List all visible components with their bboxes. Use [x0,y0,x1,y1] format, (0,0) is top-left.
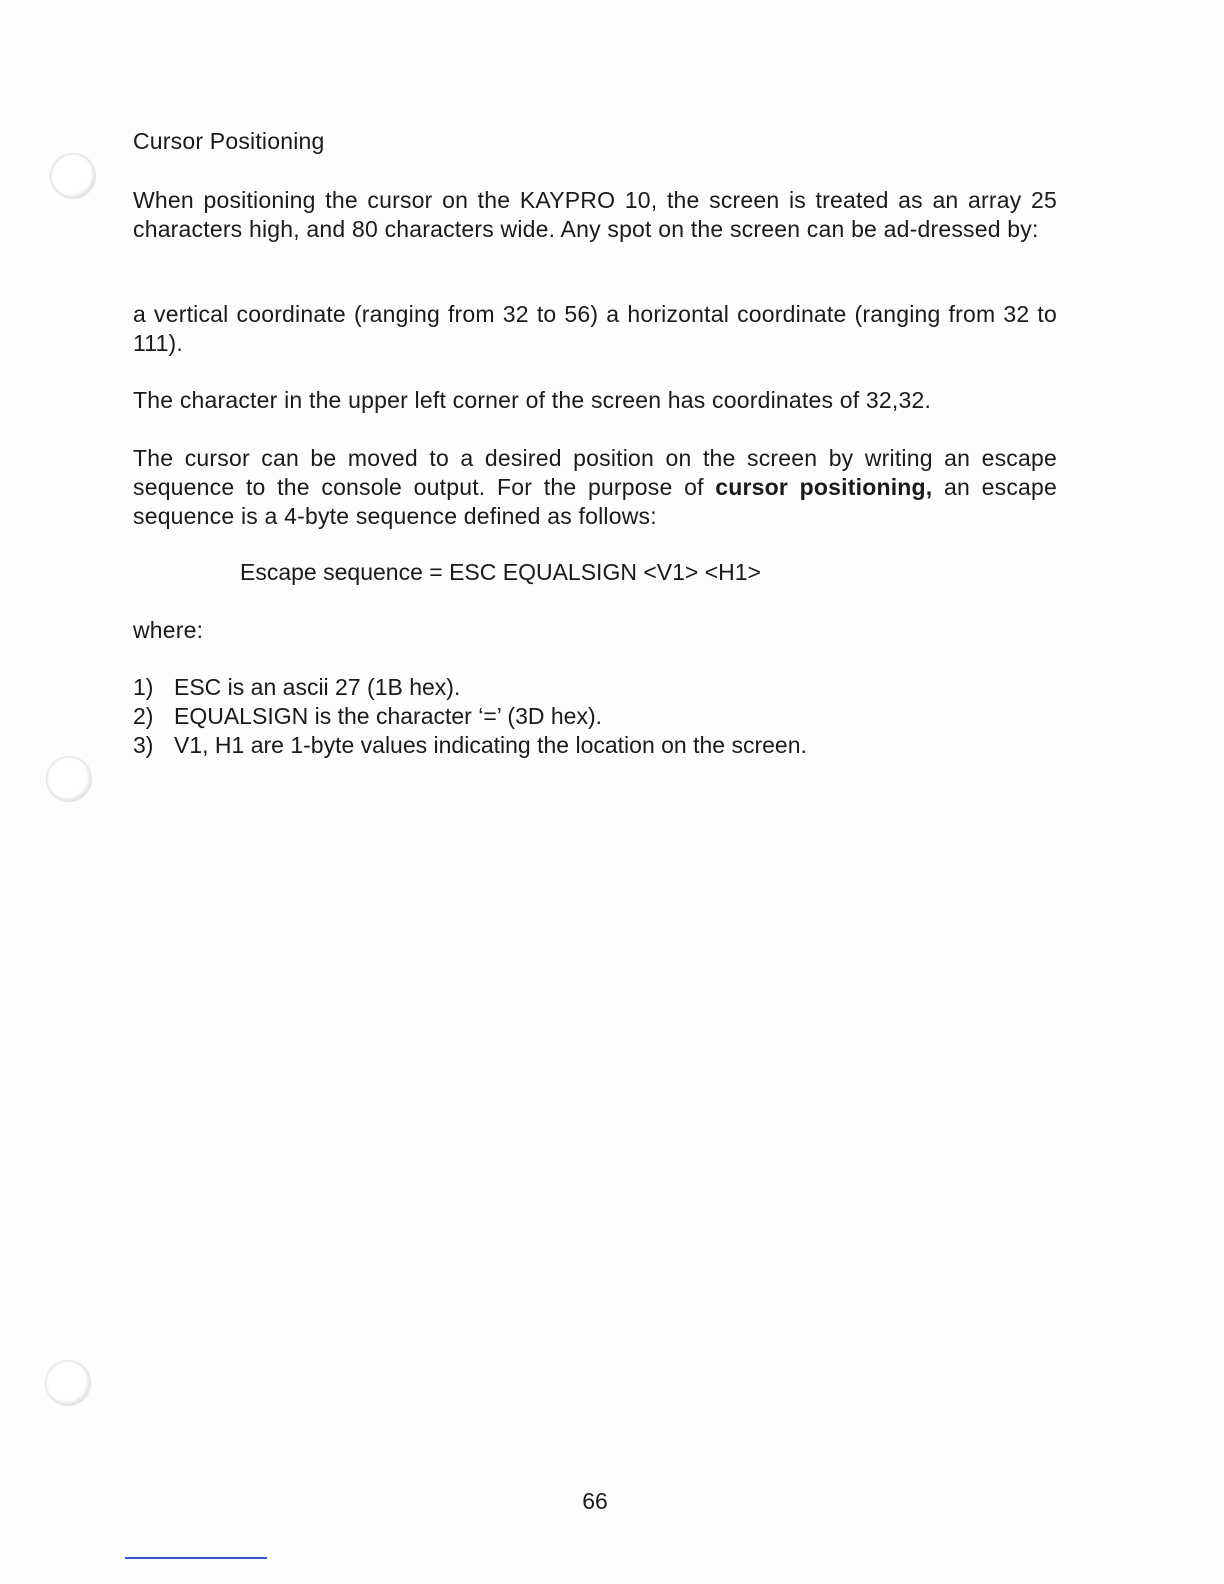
bold-term: cursor positioning, [715,474,933,500]
list-number: 2) [133,703,154,729]
list-text: ESC is an ascii 27 (1B hex). [174,674,461,700]
list-number: 3) [133,732,154,758]
where-label: where: [133,617,204,643]
paragraph-screen-array: When positioning the cursor on the KAYPRO 10, the screen is treated as an array 25 characters high, and 80 characters wide. Any spot on the screen can be ad-dressed by: [133,187,1057,242]
definition-list [133,673,807,760]
list-item [133,702,807,731]
paragraph-text: an escape sequence is a 4-byte sequence defined as follows: [133,474,1057,529]
section-heading: Cursor Positioning [133,128,325,154]
paragraph-coordinates: a vertical coordinate (ranging from 32 to 56) a horizontal coordinate (ranging from 32 to 111). [133,301,1057,356]
binder-hole [50,153,96,199]
binder-hole [46,756,92,802]
scan-mark [125,1557,267,1559]
list-number: 1) [133,674,154,700]
paragraph-text: The cursor can be moved to a desired position on the screen by writing an escape sequence to the console output. For the purpose of [133,445,1057,500]
page-number: 66 [582,1488,608,1514]
escape-sequence-formula: Escape sequence = ESC EQUALSIGN <V1> <H1> [240,559,761,585]
binder-hole [45,1360,91,1406]
list-text: V1, H1 are 1-byte values indicating the location on the screen. [174,732,807,758]
list-item [133,731,807,760]
list-item [133,673,807,702]
list-text: EQUALSIGN is the character ‘=’ (3D hex). [174,703,602,729]
paragraph-escape-sequence [133,444,1057,531]
paragraph-upper-left: The character in the upper left corner of the screen has coordinates of 32,32. [133,387,932,413]
